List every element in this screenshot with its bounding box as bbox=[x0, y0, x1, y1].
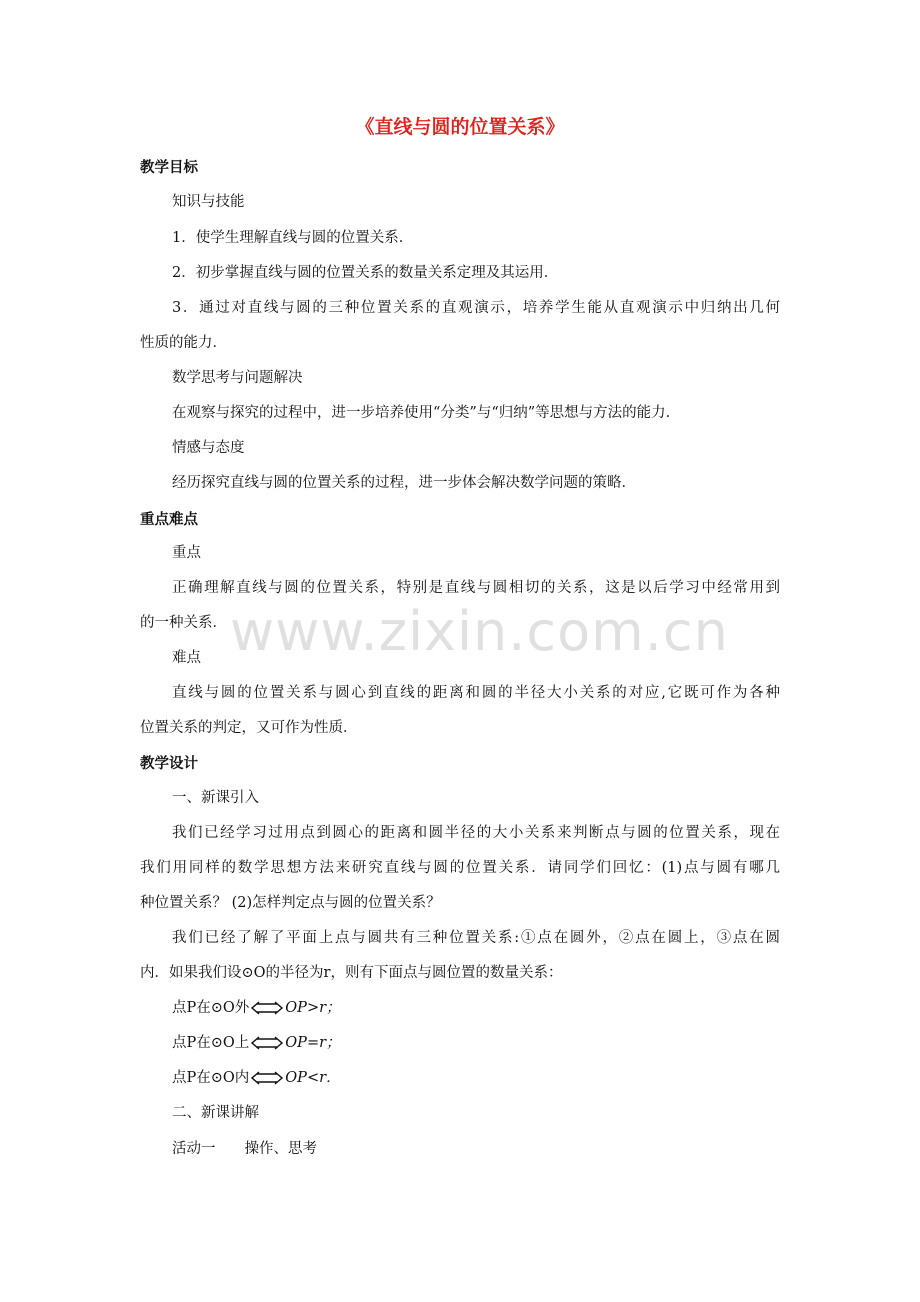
watermark: www.zixin.com.cn bbox=[230, 600, 729, 663]
relation-inside-right: OP<r． bbox=[285, 1070, 341, 1086]
point-circle-paragraph-line-1: 我们已经了解了平面上点与圆共有三种位置关系:①点在圆外，②点在圆上，③点在圆 bbox=[172, 930, 780, 946]
heading-teaching-design: 教学设计 bbox=[140, 756, 198, 772]
goal-item-1: 1．使学生理解直线与圆的位置关系． bbox=[172, 230, 414, 246]
goal-item-2: 2．初步掌握直线与圆的位置关系的数量关系定理及其运用． bbox=[172, 265, 559, 281]
page-title: 《直线与圆的位置关系》 bbox=[355, 116, 565, 138]
intro-paragraph-line-1: 我们已经学习过用点到圆心的距离和圆半径的大小关系来判断点与圆的位置关系，现在 bbox=[172, 825, 780, 841]
heading-teaching-goals: 教学目标 bbox=[140, 160, 198, 176]
heading-key-points: 重点难点 bbox=[140, 512, 198, 528]
subheading-new-lesson: 二、新课讲解 bbox=[172, 1105, 259, 1121]
double-arrow-icon bbox=[250, 1071, 284, 1085]
activity-one: 活动一 操作、思考 bbox=[172, 1141, 317, 1157]
double-arrow-icon bbox=[250, 1036, 284, 1050]
subheading-math-thinking: 数学思考与问题解决 bbox=[172, 370, 303, 386]
relation-on bbox=[172, 1031, 341, 1052]
goal-item-3-line-1: 3．通过对直线与圆的三种位置关系的直观演示，培养学生能从直观演示中归纳出几何 bbox=[172, 300, 780, 316]
paragraph-math-thinking: 在观察与探究的过程中，进一步培养使用“分类”与“归纳”等思想与方法的能力． bbox=[172, 405, 681, 421]
subheading-key: 重点 bbox=[172, 545, 201, 561]
relation-inside bbox=[172, 1066, 341, 1087]
relation-outside-right: OP>r； bbox=[285, 1000, 341, 1016]
subheading-difficulty: 难点 bbox=[172, 650, 201, 666]
subheading-intro: 一、新课引入 bbox=[172, 790, 259, 806]
relation-on-left: 点P在⊙O上 bbox=[172, 1035, 250, 1051]
relation-outside bbox=[172, 996, 341, 1017]
relation-on-right: OP=r； bbox=[285, 1035, 341, 1051]
paragraph-attitude: 经历探究直线与圆的位置关系的过程，进一步体会解决数学问题的策略． bbox=[172, 475, 636, 491]
difficulty-paragraph-line-2: 位置关系的判定，又可作为性质． bbox=[140, 720, 358, 736]
relation-inside-left: 点P在⊙O内 bbox=[172, 1070, 250, 1086]
difficulty-paragraph-line-1: 直线与圆的位置关系与圆心到直线的距离和圆的半径大小关系的对应,它既可作为各种 bbox=[172, 685, 780, 701]
relation-outside-left: 点P在⊙O外 bbox=[172, 1000, 250, 1016]
subheading-attitude: 情感与态度 bbox=[172, 440, 245, 456]
key-paragraph-line-1: 正确理解直线与圆的位置关系，特别是直线与圆相切的关系，这是以后学习中经常用到 bbox=[172, 580, 780, 596]
intro-paragraph-line-3: 种位置关系？ (2)怎样判定点与圆的位置关系？ bbox=[140, 895, 441, 911]
key-paragraph-line-2: 的一种关系． bbox=[140, 615, 227, 631]
double-arrow-icon bbox=[250, 1001, 284, 1015]
intro-paragraph-line-2: 我们用同样的数学思想方法来研究直线与圆的位置关系．请同学们回忆：(1)点与圆有哪几 bbox=[140, 860, 780, 876]
point-circle-paragraph-line-2: 内．如果我们设⊙O的半径为r，则有下面点与圆位置的数量关系： bbox=[140, 965, 563, 981]
subheading-knowledge: 知识与技能 bbox=[172, 194, 245, 210]
goal-item-3-line-2: 性质的能力． bbox=[140, 335, 227, 351]
